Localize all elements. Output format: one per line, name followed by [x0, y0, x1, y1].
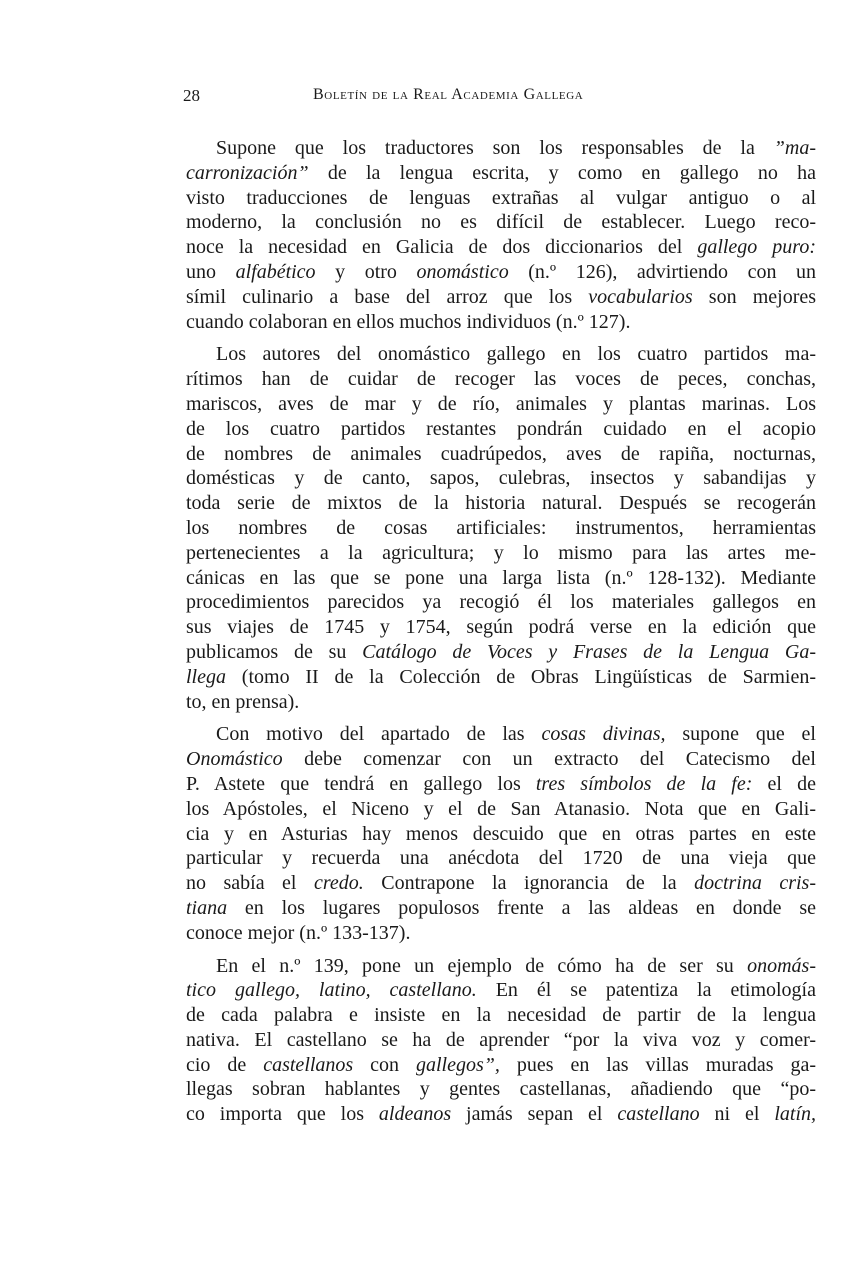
text: publicamos de su — [186, 640, 363, 663]
text: Con motivo del apartado de las — [216, 723, 542, 746]
text: P. Astete que tendrá en gallego los — [186, 772, 536, 795]
italic-text: tico gallego, latino, castellano. — [186, 979, 477, 1002]
text-line — [186, 978, 816, 1003]
text: símil culinario a base del arroz que los — [186, 285, 589, 308]
text: domésticas y de canto, sapos, culebras, insectos y sabandijas y — [186, 467, 816, 490]
italic-text: latín, — [774, 1103, 816, 1126]
text: nativa. El castellano se ha de aprender “por la viva voz y comer- — [186, 1028, 816, 1051]
text-line — [186, 690, 816, 715]
text-line — [186, 797, 816, 822]
text-line — [186, 665, 816, 690]
italic-text: ”ma- — [773, 137, 816, 159]
running-header — [183, 86, 673, 110]
text: (tomo II de la Colección de Obras Lingüísticas de Sarmien- — [226, 665, 816, 688]
text-line — [186, 136, 816, 161]
text: cia y en Asturias hay menos descuido que en otras partes en este — [186, 822, 816, 845]
italic-text: castellano — [617, 1103, 700, 1126]
italic-text: doctrina cris- — [694, 872, 817, 895]
italic-text: onomás- — [747, 954, 816, 977]
text-line — [186, 342, 816, 367]
text: supone que el — [665, 723, 816, 746]
text-line — [186, 722, 816, 747]
text-line — [186, 367, 816, 392]
text-line — [186, 442, 816, 467]
italic-text: castellanos — [263, 1053, 354, 1076]
italic-text: carronización” — [186, 161, 309, 184]
italic-text: tres símbolos de la fe: — [535, 772, 753, 795]
text: llegas sobran hablantes y gentes castellanas, añadiendo que “po- — [186, 1078, 816, 1101]
text-line — [186, 1028, 816, 1053]
italic-text: alfabético — [235, 260, 316, 283]
text: uno — [186, 260, 236, 283]
text-line — [186, 846, 816, 871]
text-line — [186, 747, 816, 772]
text: de la lengua escrita, y como en gallego no ha — [308, 161, 816, 184]
italic-text: vocabularios — [588, 285, 693, 308]
text-line — [186, 615, 816, 640]
text: Supone que los traductores son los responsables de la — [216, 137, 774, 159]
text-line — [186, 921, 816, 946]
text-line — [186, 566, 816, 591]
text: ni el — [699, 1103, 775, 1126]
text-line — [186, 516, 816, 541]
text: cuando colaboran en ellos muchos individuos (n.º 127). — [186, 310, 631, 333]
text: de cada palabra e insiste en la necesidad de partir de la lengua — [186, 1004, 816, 1027]
text-line — [186, 1077, 816, 1102]
italic-text: tiana — [186, 896, 228, 919]
text: cánicas en las que se pone una larga lista (n.º 128-132). Mediante — [186, 566, 816, 589]
text-line — [186, 1053, 816, 1078]
text: rítimos han de cuidar de recoger las voces de peces, conchas, — [186, 368, 816, 391]
text: los nombres de cosas artificiales: instrumentos, herramientas — [186, 516, 816, 539]
text: no sabía el — [186, 872, 314, 895]
text-line — [186, 186, 816, 211]
text: (n.º 126), advirtiendo con un — [508, 260, 817, 283]
text-line — [186, 640, 816, 665]
text-line — [186, 235, 816, 260]
text: co importa que los — [186, 1103, 379, 1126]
text: pues en las villas muradas ga- — [499, 1053, 816, 1076]
text: sus viajes de 1745 y 1754, según podrá verse en la edición que — [186, 616, 816, 639]
text: En el n.º 139, pone un ejemplo de cómo ha de ser su — [216, 954, 748, 977]
paragraph — [186, 136, 816, 334]
paragraph — [186, 722, 816, 945]
running-title: Boletín de la Real Academia Gallega — [313, 86, 584, 103]
body-text — [186, 136, 816, 1127]
italic-text: Onomástico — [186, 748, 283, 771]
text: y otro — [315, 260, 417, 283]
text: cio de — [186, 1053, 264, 1076]
text-line — [186, 260, 816, 285]
text-line — [186, 1102, 816, 1127]
italic-text: llega — [186, 665, 226, 688]
text: pertenecientes a la agricultura; y lo mismo para las artes me- — [186, 541, 816, 564]
text: Contrapone la ignorancia de la — [363, 872, 695, 895]
text-line — [186, 896, 816, 921]
text: particular y recuerda una anécdota del 1720 de una vieja que — [186, 847, 816, 870]
text: en los lugares populosos frente a las aldeas en donde se — [227, 896, 816, 919]
text-line — [186, 210, 816, 235]
text-line — [186, 466, 816, 491]
text-line — [186, 285, 816, 310]
paragraph — [186, 342, 816, 714]
text: debe comenzar con un extracto del Catecismo del — [282, 748, 816, 771]
text: los Apóstoles, el Niceno y el de San Atanasio. Nota que en Gali- — [186, 797, 816, 820]
text-line — [186, 954, 816, 979]
text-line — [186, 541, 816, 566]
text-line — [186, 310, 816, 335]
text-line — [186, 590, 816, 615]
page-number: 28 — [183, 86, 200, 105]
italic-text: cosas divinas, — [541, 723, 666, 746]
text-line — [186, 161, 816, 186]
text: procedimientos parecidos ya recogió él los materiales gallegos en — [186, 591, 816, 614]
text: conoce mejor (n.º 133-137). — [186, 921, 411, 944]
text: mariscos, aves de mar y de río, animales y plantas marinas. Los — [186, 392, 816, 415]
italic-text: aldeanos — [378, 1103, 452, 1126]
text-line — [186, 417, 816, 442]
text: Los autores del onomástico gallego en los cuatro partidos ma- — [216, 343, 816, 366]
text: noce la necesidad en Galicia de dos diccionarios del — [186, 236, 698, 259]
text-line — [186, 392, 816, 417]
text: visto traducciones de lenguas extrañas al vulgar antiguo o al — [186, 186, 816, 209]
italic-text: credo. — [313, 872, 364, 895]
text: con — [353, 1053, 416, 1076]
text: son mejores — [692, 285, 817, 308]
text: to, en prensa). — [186, 690, 300, 713]
text-line — [186, 822, 816, 847]
italic-text: gallegos”, — [416, 1053, 500, 1076]
paragraph — [186, 954, 816, 1128]
text: toda serie de mixtos de la historia natural. Después se recogerán — [186, 492, 816, 515]
italic-text: Catálogo de Voces y Frases de la Lengua Ga- — [362, 640, 816, 663]
text: el de — [752, 772, 816, 795]
text-line — [186, 1003, 816, 1028]
text: de nombres de animales cuadrúpedos, aves de rapiña, nocturnas, — [186, 442, 816, 465]
text: jamás sepan el — [451, 1103, 618, 1126]
text: En él se patentiza la etimología — [476, 979, 816, 1002]
text-line — [186, 491, 816, 516]
italic-text: onomástico — [416, 260, 509, 283]
text-line — [186, 772, 816, 797]
text: de los cuatro partidos restantes pondrán cuidado en el acopio — [186, 417, 816, 440]
text: moderno, la conclusión no es difícil de establecer. Luego reco- — [186, 211, 816, 234]
italic-text: gallego puro: — [697, 236, 816, 259]
text-line — [186, 871, 816, 896]
